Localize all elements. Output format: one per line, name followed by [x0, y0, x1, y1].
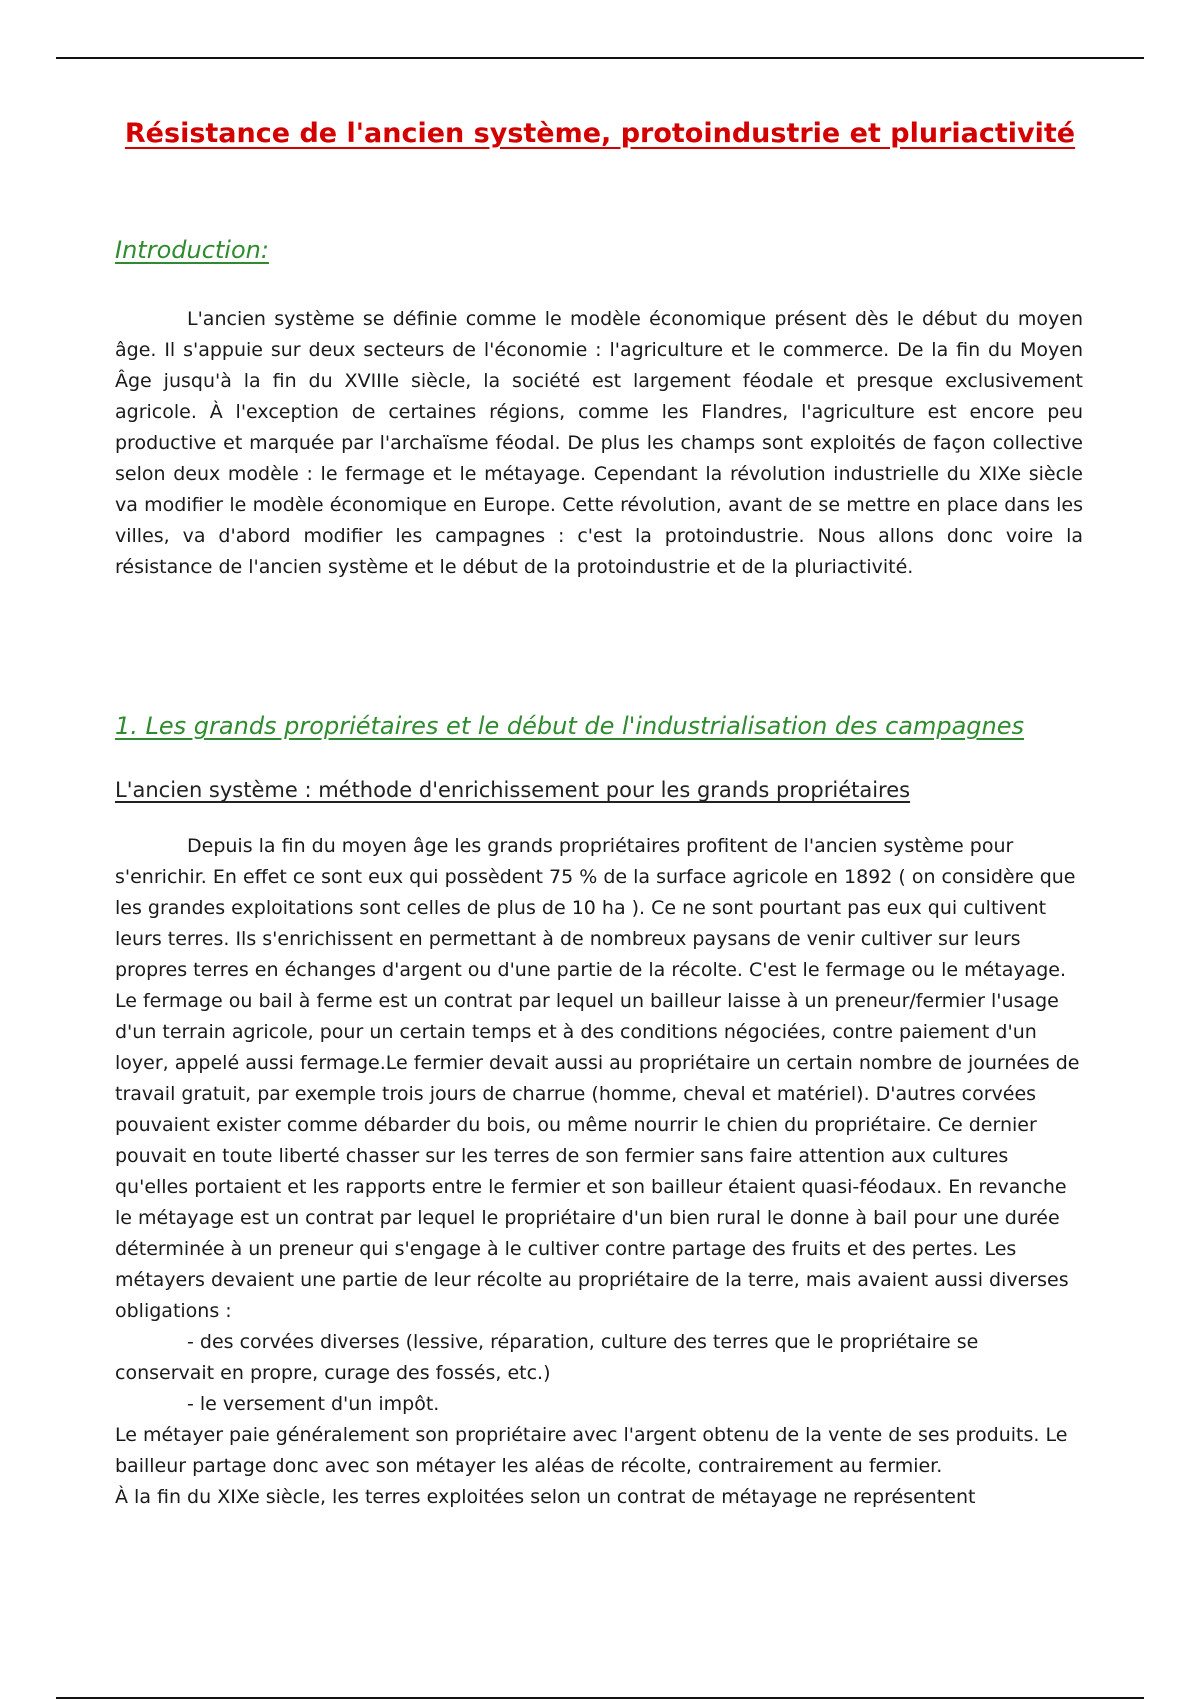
section-1-paragraph: Depuis la fin du moyen âge les grands propriétaires profitent de l'ancien système pour s'enrichir. En effet ce sont eux qui possèdent 75 % de la surface agricole en 1892 ( on considère que les grandes exploitations sont celles de plus de 10 ha ). Ce ne sont pourtant pas eux qui cultivent leurs terres. Ils s'enrichissent en permettant à de nombreux paysans de venir cultiver sur leurs propres terres en échanges d'argent ou d'une partie de la récolte. C'est le fermage ou le métayage. Le fermage ou bail à ferme est un contrat par lequel un bailleur laisse à un preneur/fermier l'usage d'un terrain agricole, pour un certain temps et à des conditions négociées, contre paiement d'un loyer, appelé aussi fermage.Le fermier devait aussi au propriétaire un certain nombre de journées de travail gratuit, par exemple trois jours de charrue (homme, cheval et matériel). D'autres corvées pouvaient exister comme débarder du bois, ou même nourrir le chien du propriétaire. Ce dernier pouvait en toute liberté chasser sur les terres de son fermier sans faire attention aux cultures qu'elles portaient et les rapports entre le fermier et son bailleur étaient quasi-féodaux. En revanche le métayage est un contrat par lequel le propriétaire d'un bien rural le donne à bail pour une durée déterminée à un preneur qui s'engage à le cultiver contre partage des fruits et des pertes. Les métayers devaient une partie de leur récolte au propriétaire de la terre, mais avaient aussi diverses obligations :: [115, 835, 1080, 1322]
section-1-body: [115, 831, 1083, 1513]
section-1-subheading: L'ancien système : méthode d'enrichissement pour les grands propriétaires: [115, 778, 911, 802]
introduction-heading: Introduction:: [115, 236, 269, 264]
document-title: Résistance de l'ancien système, protoindustrie et pluriactivité: [124, 118, 1076, 149]
obligation-item-impot: - le versement d'un impôt.: [187, 1393, 440, 1415]
end-of-century-paragraph: À la fin du XIXe siècle, les terres exploitées selon un contrat de métayage ne représentent: [115, 1486, 976, 1508]
obligation-item-corvees: - des corvées diverses (lessive, réparation, culture des terres que le propriétaire se conservait en propre, curage des fossés, etc.): [115, 1331, 979, 1384]
introduction-paragraph: L'ancien système se définie comme le modèle économique présent dès le début du moyen âge. Il s'appuie sur deux secteurs de l'économie : l'agriculture et le commerce. De la fin du Moyen Âge jusqu'à la fin du XVIIIe siècle, la société est largement féodale et presque exclusivement agricole. À l'exception de certaines régions, comme les Flandres, l'agriculture est encore peu productive et marquée par l'archaïsme féodal. De plus les champs sont exploités de façon collective selon deux modèle : le fermage et le métayage. Cependant la révolution industrielle du XIXe siècle va modifier le modèle économique en Europe. Cette révolution, avant de se mettre en place dans les villes, va d'abord modifier les campagnes : c'est la protoindustrie. Nous allons donc voire la résistance de l'ancien système et le début de la protoindustrie et de la pluriactivité.: [115, 308, 1083, 578]
metayer-payment-paragraph: Le métayer paie généralement son propriétaire avec l'argent obtenu de la vente de ses produits. Le bailleur partage donc avec son métayer les aléas de récolte, contrairement au fermier.: [115, 1424, 1068, 1477]
top-rule: [56, 57, 1144, 59]
section-1-heading: 1. Les grands propriétaires et le début de l'industrialisation des campagnes: [115, 712, 1024, 740]
bottom-rule: [56, 1697, 1144, 1699]
